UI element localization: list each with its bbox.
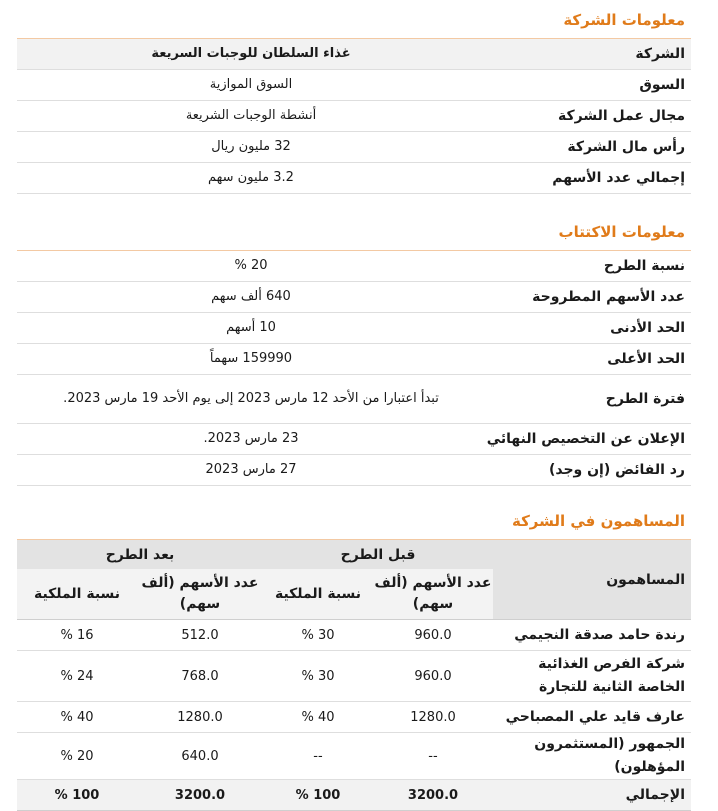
after-shares: 512.0 [137, 620, 263, 651]
total-after-shares: 3200.0 [137, 780, 263, 811]
table-row [17, 132, 691, 163]
total-before-ownership: 100 % [263, 780, 373, 811]
total-after-ownership: 100 % [17, 780, 137, 811]
after-ownership: 20 % [17, 733, 137, 780]
ownership-header: نسبة الملكية [17, 569, 137, 620]
row-value: 20 % [17, 251, 485, 282]
before-ownership: 40 % [263, 702, 373, 733]
row-label: رأس مال الشركة [485, 132, 691, 163]
row-label: الشركة [485, 39, 691, 70]
after-shares: 1280.0 [137, 702, 263, 733]
before-ownership: -- [263, 733, 373, 780]
row-label: عدد الأسهم المطروحة [485, 282, 691, 313]
subscription-info-title: معلومات الاكتتاب [17, 212, 691, 251]
before-ownership: 30 % [263, 651, 373, 702]
table-row [17, 620, 691, 651]
after-shares: 640.0 [137, 733, 263, 780]
row-label: فترة الطرح [485, 375, 691, 424]
after-shares: 768.0 [137, 651, 263, 702]
after-offering-header: بعد الطرح [17, 540, 263, 569]
shareholder-name: الجمهور (المستثمرون المؤهلون) [493, 733, 691, 780]
after-ownership: 24 % [17, 651, 137, 702]
row-value: غذاء السلطان للوجبات السريعة [17, 39, 485, 70]
table-row [17, 101, 691, 132]
subscription-info-table [17, 251, 691, 486]
shareholders-header: المساهمون [493, 540, 691, 620]
ownership-header: نسبة الملكية [263, 569, 373, 620]
row-label: رد الفائض (إن وجد) [485, 455, 691, 486]
table-row [17, 455, 691, 486]
shareholders-table [17, 540, 691, 811]
row-value: 27 مارس 2023 [17, 455, 485, 486]
before-shares: 1280.0 [373, 702, 493, 733]
row-value: 640 ألف سهم [17, 282, 485, 313]
before-shares: 960.0 [373, 620, 493, 651]
row-label: مجال عمل الشركة [485, 101, 691, 132]
table-row [17, 424, 691, 455]
table-row [17, 70, 691, 101]
row-label: الحد الأدنى [485, 313, 691, 344]
table-row [17, 39, 691, 70]
shareholder-name: شركة الفرص الغذائية الخاصة الثانية للتجارة [493, 651, 691, 702]
company-info-table [17, 39, 691, 194]
row-label: الحد الأعلى [485, 344, 691, 375]
before-shares: -- [373, 733, 493, 780]
row-value: السوق الموازية [17, 70, 485, 101]
after-ownership: 40 % [17, 702, 137, 733]
table-row [17, 163, 691, 194]
before-offering-header: قبل الطرح [263, 540, 493, 569]
row-value: 23 مارس 2023. [17, 424, 485, 455]
before-ownership: 30 % [263, 620, 373, 651]
section-spacer [17, 194, 691, 212]
table-row [17, 251, 691, 282]
row-value: تبدأ اعتبارا من الأحد 12 مارس 2023 إلى يوم الأحد 19 مارس 2023. [17, 375, 485, 424]
row-value: 32 مليون ريال [17, 132, 485, 163]
row-label: الإعلان عن التخصيص النهائي [485, 424, 691, 455]
row-label: السوق [485, 70, 691, 101]
table-row [17, 733, 691, 780]
total-label: الإجمالي [493, 780, 691, 811]
row-value: 10 أسهم [17, 313, 485, 344]
total-row [17, 780, 691, 811]
shares-header: عدد الأسهم (ألف سهم) [137, 569, 263, 620]
table-header-row [17, 540, 691, 569]
shareholder-name: عارف قايد علي المصباحي [493, 702, 691, 733]
section-spacer [17, 486, 691, 501]
table-row [17, 282, 691, 313]
row-label: نسبة الطرح [485, 251, 691, 282]
row-value: أنشطة الوجبات الشريعة [17, 101, 485, 132]
after-ownership: 16 % [17, 620, 137, 651]
table-row [17, 702, 691, 733]
table-row [17, 375, 691, 424]
row-value: 159990 سهماً [17, 344, 485, 375]
row-value: 3.2 مليون سهم [17, 163, 485, 194]
shareholder-name: رندة حامد صدقة النجيمي [493, 620, 691, 651]
before-shares: 960.0 [373, 651, 493, 702]
row-label: إجمالي عدد الأسهم [485, 163, 691, 194]
ipo-info-page [17, 0, 691, 811]
table-row [17, 651, 691, 702]
table-row [17, 344, 691, 375]
table-row [17, 313, 691, 344]
total-before-shares: 3200.0 [373, 780, 493, 811]
shares-header: عدد الأسهم (ألف سهم) [373, 569, 493, 620]
shareholders-title: المساهمون في الشركة [17, 501, 691, 540]
company-info-title: معلومات الشركة [17, 0, 691, 39]
